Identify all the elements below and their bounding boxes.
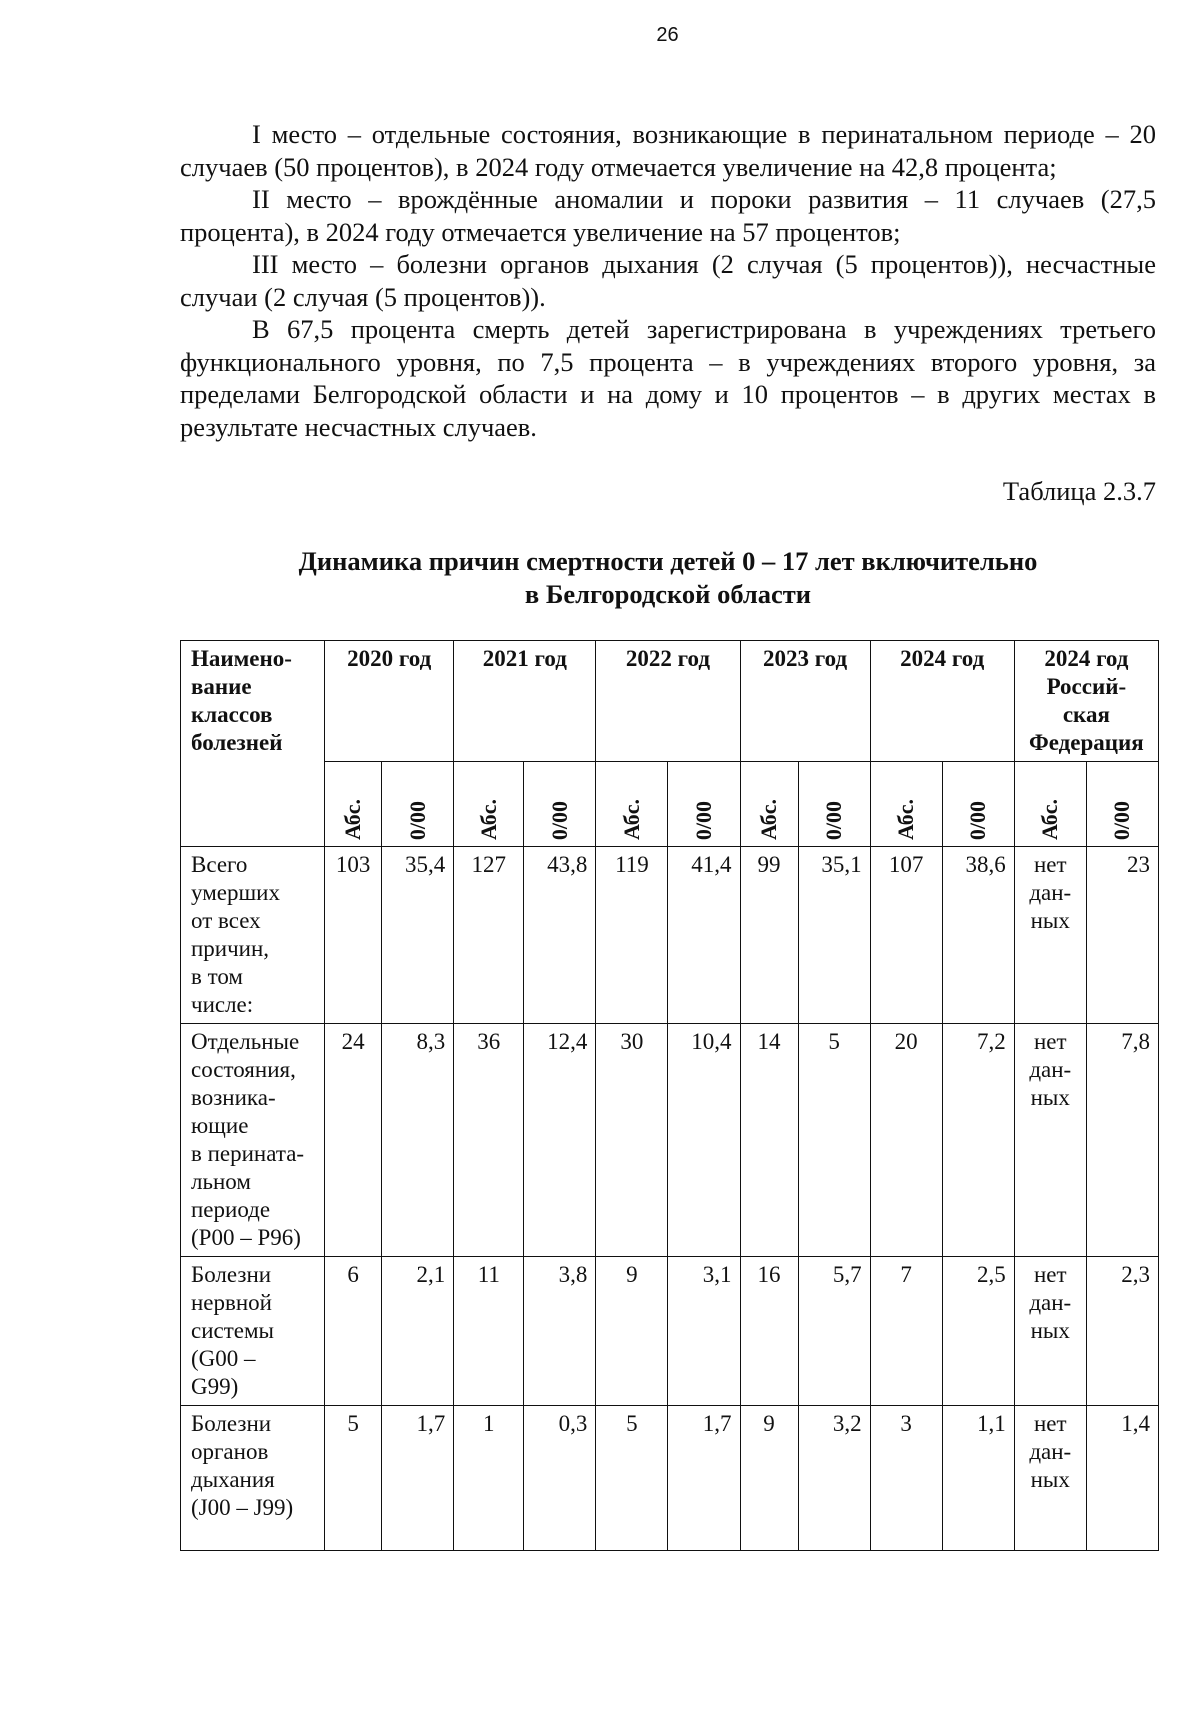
table-row: [181, 1406, 1159, 1551]
value-permille-2024: 1,1: [942, 1406, 1014, 1551]
row-name-line: (J00 – J99): [191, 1495, 294, 1520]
header-row-units: [181, 762, 1159, 847]
value-abs-2020: 5: [325, 1406, 382, 1551]
value-abs-2020: 103: [325, 847, 382, 1024]
header-rf-line: Федерация: [1028, 730, 1144, 755]
header-abs-label: Абс.: [756, 798, 782, 840]
row-name-line: льном: [191, 1169, 251, 1194]
table-label: Таблица 2.3.7: [1002, 476, 1156, 506]
header-abs-2023: [740, 762, 798, 847]
value-abs-2020: 24: [325, 1024, 382, 1257]
header-year-2021: 2021 год: [454, 641, 596, 762]
value-abs-2021: 1: [454, 1406, 524, 1551]
value-permille-2021: 3,8: [524, 1257, 596, 1406]
value-abs-2022: 9: [596, 1257, 668, 1406]
header-year-2023: 2023 год: [740, 641, 870, 762]
header-abs-2020: [325, 762, 382, 847]
value-abs-2021: 127: [454, 847, 524, 1024]
value-abs-2022: 30: [596, 1024, 668, 1257]
header-year-2024-rf: [1014, 641, 1158, 762]
row-name-line: в том: [191, 964, 243, 989]
value-permille-rf: 7,8: [1086, 1024, 1158, 1257]
no-data-line: дан-: [1029, 1057, 1072, 1082]
row-name-line: умерших: [191, 880, 280, 905]
header-name-line: Наимено-: [191, 646, 292, 671]
value-permille-2021: 0,3: [524, 1406, 596, 1551]
header-abs-label: Абс.: [893, 798, 919, 840]
table-row: [181, 847, 1159, 1024]
header-year-2022: 2022 год: [596, 641, 740, 762]
value-permille-rf: 1,4: [1086, 1406, 1158, 1551]
header-name-line: вание: [191, 674, 252, 699]
row-name-line: системы: [191, 1318, 274, 1343]
row-disease-name: [181, 1406, 325, 1551]
value-permille-2020: 35,4: [382, 847, 454, 1024]
paragraph-1: I место – отдельные состояния, возникающие в перинатальном периоде – 20 случаев (50 процентов), в 2024 году отмечается увеличение на 42,8 процента;: [180, 119, 1156, 182]
value-permille-2023: 3,2: [798, 1406, 870, 1551]
value-permille-2021: 12,4: [524, 1024, 596, 1257]
row-name-line: периоде: [191, 1197, 271, 1222]
table-row: [181, 1257, 1159, 1406]
row-name-line: Болезни: [191, 1411, 272, 1436]
row-disease-name: [181, 847, 325, 1024]
row-name-line: Отдельные: [191, 1029, 300, 1054]
row-name-line: от всех: [191, 908, 261, 933]
row-name-line: Болезни: [191, 1262, 272, 1287]
header-permille-label: 0/00: [546, 800, 572, 840]
header-permille-label: 0/00: [404, 800, 430, 840]
mortality-table: [180, 640, 1159, 1551]
row-name-line: причин,: [191, 936, 270, 961]
header-abs-label: Абс.: [618, 798, 644, 840]
header-permille-rf: [1086, 762, 1158, 847]
value-permille-2023: 5,7: [798, 1257, 870, 1406]
value-permille-2023: 5: [798, 1024, 870, 1257]
header-name-line: классов: [191, 702, 273, 727]
no-data-line: ных: [1030, 1085, 1070, 1110]
row-disease-name: [181, 1024, 325, 1257]
no-data-line: ных: [1030, 908, 1070, 933]
row-name-line: числе:: [191, 992, 254, 1017]
value-abs-2021: 11: [454, 1257, 524, 1406]
value-permille-2024: 7,2: [942, 1024, 1014, 1257]
value-permille-2024: 2,5: [942, 1257, 1014, 1406]
header-permille-label: 0/00: [965, 800, 991, 840]
body-text: [180, 118, 1156, 443]
value-abs-2024: 3: [870, 1406, 942, 1551]
header-abs-label: Абс.: [340, 798, 366, 840]
header-abs-2022: [596, 762, 668, 847]
no-data-line: нет: [1033, 1411, 1067, 1436]
table-row: [181, 1024, 1159, 1257]
value-abs-2024: 107: [870, 847, 942, 1024]
table-title: [180, 545, 1156, 611]
no-data-line: нет: [1033, 852, 1067, 877]
header-permille-2024: [942, 762, 1014, 847]
paragraph-2: II место – врождённые аномалии и пороки развития – 11 случаев (27,5 процента), в 2024 году отмечается увеличение на 57 процентов;: [180, 184, 1156, 247]
table-title-line-2: в Белгородской области: [524, 579, 812, 609]
value-abs-rf: [1014, 1257, 1086, 1406]
row-name-line: (G00 –: [191, 1346, 256, 1371]
value-permille-2024: 38,6: [942, 847, 1014, 1024]
value-permille-2022: 41,4: [668, 847, 740, 1024]
header-rf-line: Россий-: [1046, 674, 1127, 699]
paragraph-3: III место – болезни органов дыхания (2 случая (5 процентов)), несчастные случаи (2 случая (5 процентов)).: [180, 249, 1156, 312]
page-number: 26: [656, 24, 679, 46]
header-permille-2022: [668, 762, 740, 847]
paragraph-4: В 67,5 процента смерть детей зарегистрирована в учреждениях третьего функционального уровня, по 7,5 процента – в учреждениях второго уровня, за пределами Белгородской области и на дому и 10 процентов – в других местах в результате несчастных случаев.: [180, 314, 1156, 442]
value-abs-2023: 9: [740, 1406, 798, 1551]
no-data-line: ных: [1030, 1318, 1070, 1343]
row-disease-name: [181, 1257, 325, 1406]
header-rf-line: ская: [1062, 702, 1110, 727]
value-permille-2022: 1,7: [668, 1406, 740, 1551]
row-name-line: Всего: [191, 852, 248, 877]
header-abs-rf: [1014, 762, 1086, 847]
value-permille-2020: 2,1: [382, 1257, 454, 1406]
no-data-line: дан-: [1029, 1439, 1072, 1464]
header-name-line: болезней: [191, 730, 283, 755]
header-abs-2021: [454, 762, 524, 847]
value-permille-2023: 35,1: [798, 847, 870, 1024]
header-year-2024: 2024 год: [870, 641, 1014, 762]
no-data-line: нет: [1033, 1029, 1067, 1054]
row-name-line: (P00 – P96): [191, 1225, 301, 1250]
value-abs-2020: 6: [325, 1257, 382, 1406]
header-permille-2021: [524, 762, 596, 847]
value-abs-rf: [1014, 847, 1086, 1024]
no-data-line: дан-: [1029, 1290, 1072, 1315]
header-abs-label: Абс.: [475, 798, 501, 840]
value-abs-rf: [1014, 1406, 1086, 1551]
value-abs-2022: 119: [596, 847, 668, 1024]
header-disease-class: [181, 641, 325, 847]
header-abs-2024: [870, 762, 942, 847]
header-year-2020: 2020 год: [325, 641, 454, 762]
value-permille-2022: 3,1: [668, 1257, 740, 1406]
row-name-line: G99): [191, 1374, 239, 1399]
value-permille-2020: 8,3: [382, 1024, 454, 1257]
row-name-line: дыхания: [191, 1467, 275, 1492]
header-permille-2023: [798, 762, 870, 847]
value-permille-rf: 23: [1086, 847, 1158, 1024]
value-abs-2023: 99: [740, 847, 798, 1024]
value-abs-2022: 5: [596, 1406, 668, 1551]
value-abs-2023: 14: [740, 1024, 798, 1257]
table-title-line-1: Динамика причин смертности детей 0 – 17 лет включительно: [298, 546, 1038, 576]
no-data-line: нет: [1033, 1262, 1067, 1287]
header-abs-label: Абс.: [1037, 798, 1063, 840]
header-permille-label: 0/00: [821, 800, 847, 840]
value-permille-2021: 43,8: [524, 847, 596, 1024]
no-data-line: дан-: [1029, 880, 1072, 905]
header-permille-2020: [382, 762, 454, 847]
value-permille-2020: 1,7: [382, 1406, 454, 1551]
header-row-years: [181, 641, 1159, 762]
row-name-line: органов: [191, 1439, 269, 1464]
header-permille-label: 0/00: [1109, 800, 1135, 840]
header-rf-line: 2024 год: [1044, 646, 1129, 671]
row-name-line: в перината-: [191, 1141, 305, 1166]
value-permille-rf: 2,3: [1086, 1257, 1158, 1406]
row-name-line: состояния,: [191, 1057, 296, 1082]
row-name-line: возника-: [191, 1085, 276, 1110]
value-abs-2023: 16: [740, 1257, 798, 1406]
value-abs-2021: 36: [454, 1024, 524, 1257]
row-name-line: нервной: [191, 1290, 272, 1315]
no-data-line: ных: [1030, 1467, 1070, 1492]
value-permille-2022: 10,4: [668, 1024, 740, 1257]
header-permille-label: 0/00: [690, 800, 716, 840]
value-abs-2024: 20: [870, 1024, 942, 1257]
value-abs-2024: 7: [870, 1257, 942, 1406]
row-name-line: ющие: [191, 1113, 249, 1138]
value-abs-rf: [1014, 1024, 1086, 1257]
